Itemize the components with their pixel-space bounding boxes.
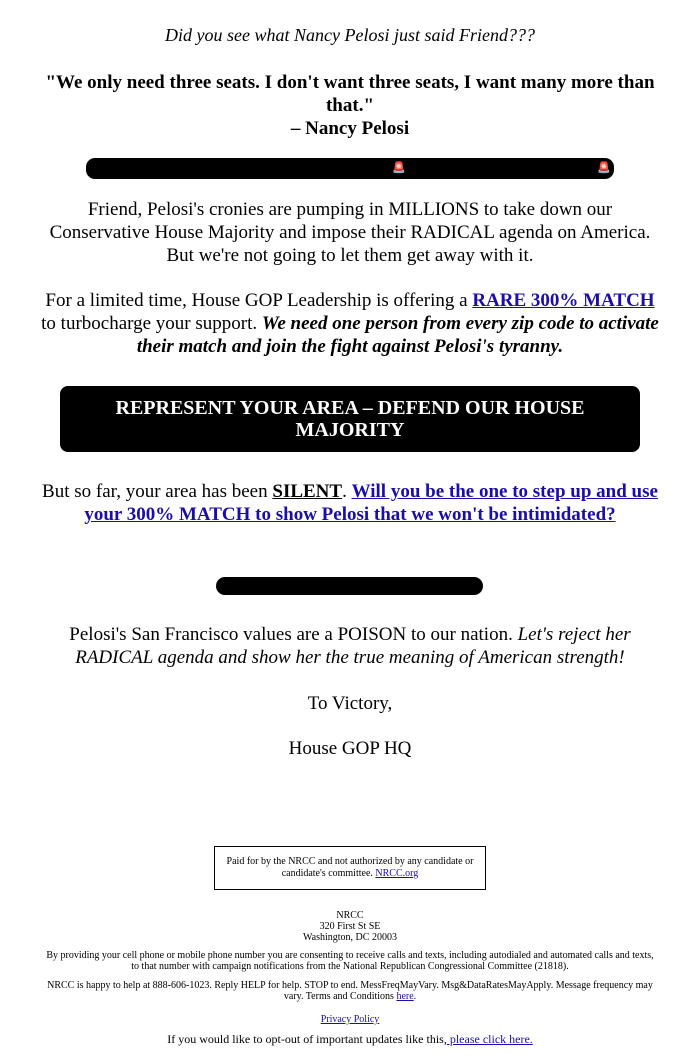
silent-word: SILENT bbox=[272, 481, 343, 502]
silent-dot: . bbox=[342, 481, 352, 502]
privacy-section bbox=[45, 1014, 655, 1025]
silent-lead: But so far, your area has been bbox=[42, 481, 273, 502]
siren-icon: 🚨 bbox=[597, 162, 611, 174]
mailing-address bbox=[45, 910, 655, 943]
signoff-line1: To Victory, bbox=[307, 693, 393, 714]
paragraph-cronies: Friend, Pelosi's cronies are pumping in MILLIONS to take down our Conservative House Majority and impose their RADICAL agenda on America. But we're not going to let them get away with it. bbox=[49, 199, 651, 266]
address-name: NRCC bbox=[336, 910, 364, 921]
help-body: NRCC is happy to help at 888-606-1023. Reply HELP for help. STOP to end. MessFreqMayVary. Msg&DataRatesMayApply. Message frequency may vary. Terms and Conditions bbox=[47, 980, 653, 1002]
help-text bbox=[45, 980, 655, 1002]
paragraph-match-offer bbox=[40, 289, 660, 358]
address-city: Washington, DC 20003 bbox=[303, 932, 397, 943]
nrcc-org-link[interactable]: NRCC.org bbox=[375, 868, 419, 879]
poison-lead: Pelosi's San Francisco values are a POISON to our nation. bbox=[69, 624, 518, 645]
divider-bar bbox=[216, 577, 483, 595]
address-street: 320 First St SE bbox=[319, 921, 381, 932]
poison-emphasis: Let's reject her RADICAL agenda and show her the true meaning of American strength! bbox=[75, 624, 631, 668]
signoff-line2: House GOP HQ bbox=[288, 738, 412, 759]
quote-text: "We only need three seats. I don't want three seats, I want many more than that." bbox=[45, 72, 655, 116]
represent-area-button[interactable]: REPRESENT YOUR AREA – DEFEND OUR HOUSE MAJORITY bbox=[60, 386, 640, 452]
privacy-policy-link[interactable]: Privacy Policy bbox=[320, 1014, 380, 1025]
terms-here-link[interactable]: here bbox=[396, 991, 414, 1002]
siren-banner bbox=[86, 158, 614, 179]
sms-consent-text: By providing your cell phone or mobile phone number you are consenting to receive calls and texts, including autodialed and automated calls and texts, to that number with campaign notifications from the National Republican Congressional Committee (21818). bbox=[46, 950, 654, 972]
step-up-link[interactable]: Will you be the one to step up and use your 300% MATCH to show Pelosi that we won't be intimidated? bbox=[84, 481, 658, 525]
disclaimer-text: Paid for by the NRCC and not authorized by any candidate or candidate's committee. bbox=[226, 856, 474, 879]
rare-match-link[interactable]: RARE 300% MATCH bbox=[472, 290, 655, 311]
opt-out-text: If you would like to opt-out of important updates like this, bbox=[167, 1032, 447, 1046]
siren-icon: 🚨 bbox=[392, 162, 406, 174]
quote-attribution: – Nancy Pelosi bbox=[290, 118, 410, 139]
paragraph-silent-area bbox=[40, 480, 660, 526]
help-end: . bbox=[413, 991, 417, 1002]
intro-line: Did you see what Nancy Pelosi just said Friend??? bbox=[165, 25, 535, 45]
match-offer-middle: to turbocharge your support. bbox=[41, 313, 262, 334]
opt-out-line bbox=[0, 1032, 700, 1047]
opt-out-link[interactable]: please click here. bbox=[446, 1032, 533, 1046]
zip-code-emphasis: We need one person from every zip code to activate their match and join the fight against Pelosi's tyranny. bbox=[136, 313, 659, 357]
pelosi-quote bbox=[40, 71, 660, 140]
paid-for-disclaimer bbox=[214, 846, 486, 890]
paragraph-poison bbox=[40, 623, 660, 669]
match-offer-lead: For a limited time, House GOP Leadership is offering a bbox=[45, 290, 473, 311]
